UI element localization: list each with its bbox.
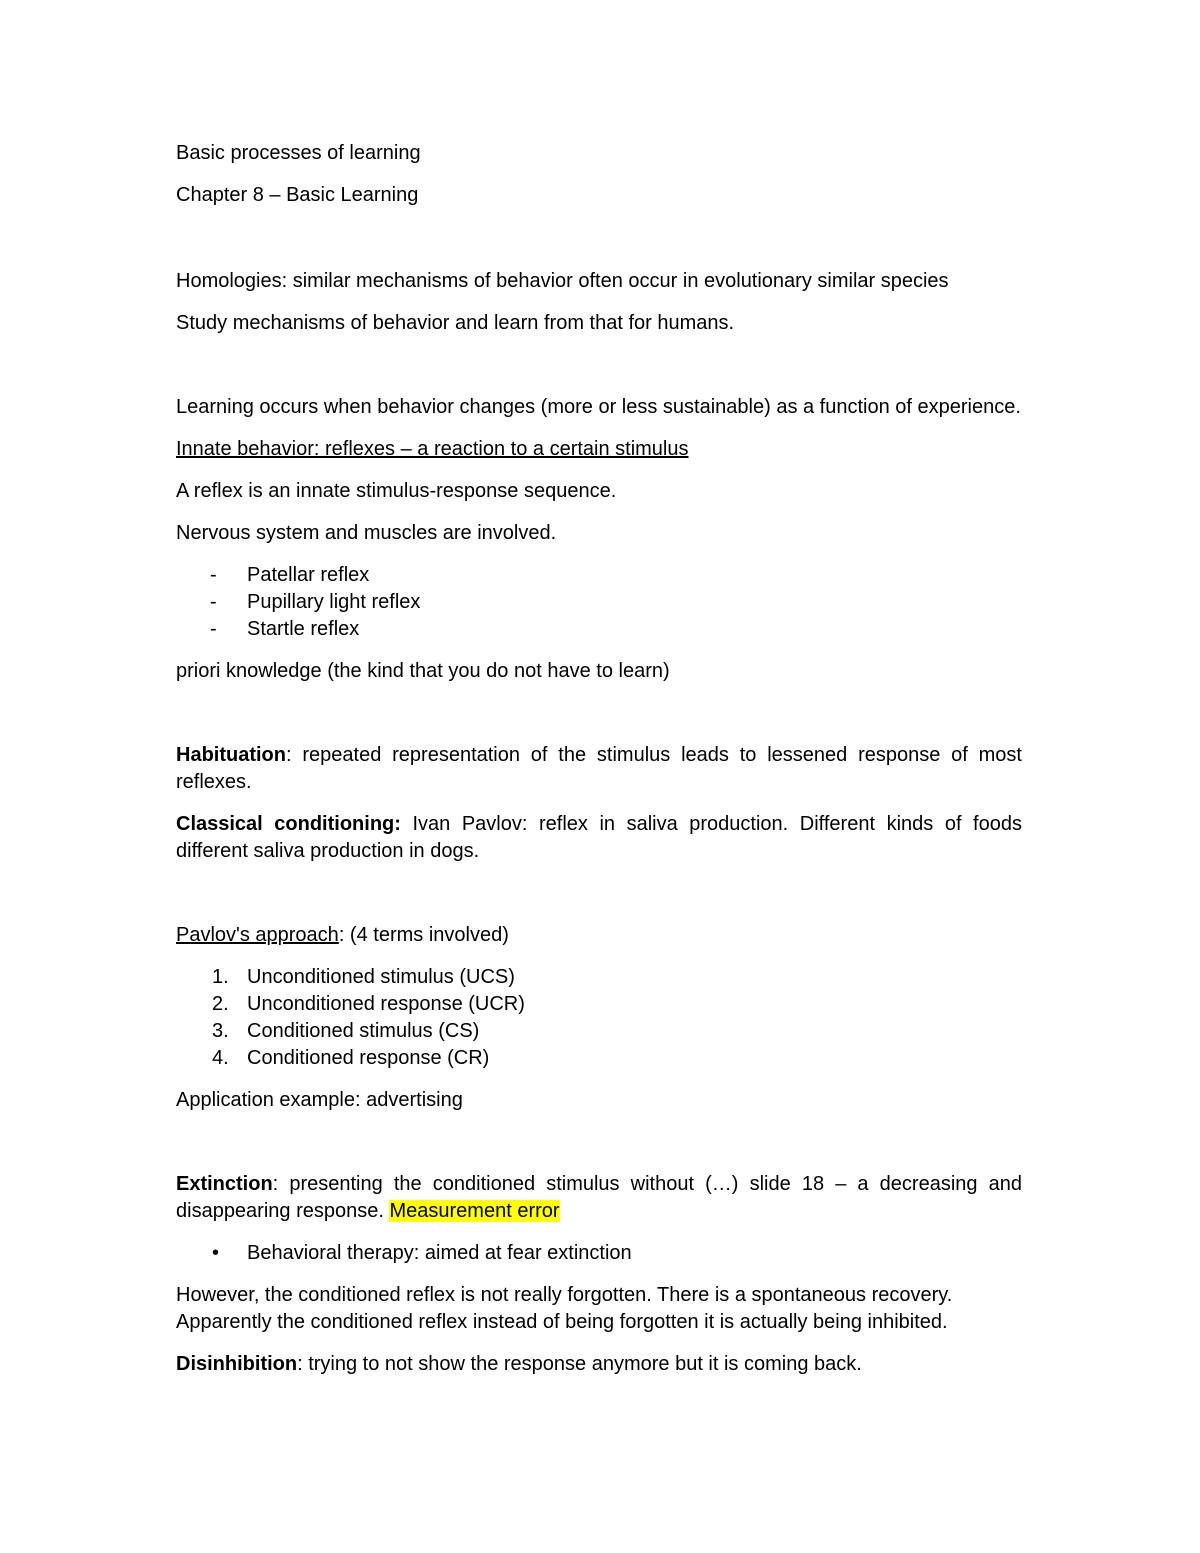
application-example: Application example: advertising <box>176 1089 463 1111</box>
dash-marker: - <box>210 618 217 640</box>
disinhibition-term: Disinhibition <box>176 1353 298 1375</box>
disinhibition-text: : trying to not show the response anymore but it is coming back. <box>297 1353 862 1375</box>
document-title: Basic processes of learning <box>176 142 421 164</box>
pavlov-approach-heading: Pavlov's approach <box>176 924 339 946</box>
dash-marker: - <box>210 591 217 613</box>
list-item <box>176 616 1022 643</box>
habituation-paragraph <box>176 742 1022 796</box>
list-item <box>176 562 1022 589</box>
list-item-text: Startle reflex <box>247 618 360 640</box>
document-page <box>176 140 1022 1378</box>
habituation-text: : repeated representation of the stimulus leads to lessened response of most reflexes. <box>176 744 1022 793</box>
list-item-text: Conditioned stimulus (CS) <box>247 1020 480 1042</box>
classical-conditioning-term: Classical conditioning: <box>176 813 401 835</box>
list-item <box>176 1018 1022 1045</box>
extinction-paragraph <box>176 1171 1022 1225</box>
list-number: 1. <box>212 966 229 988</box>
reflex-list <box>176 562 1022 643</box>
extinction-term: Extinction <box>176 1173 273 1195</box>
disinhibition-paragraph <box>176 1351 1022 1378</box>
study-paragraph: Study mechanisms of behavior and learn from that for humans. <box>176 312 735 334</box>
dash-marker: - <box>210 564 217 586</box>
reflex-definition: A reflex is an innate stimulus-response sequence. <box>176 480 617 502</box>
pavlov-approach-rest: : (4 terms involved) <box>338 924 509 946</box>
list-item-text: Behavioral therapy: aimed at fear extinction <box>247 1242 632 1264</box>
pavlov-approach-paragraph <box>176 922 1022 949</box>
classical-conditioning-text: Ivan Pavlov: reflex in saliva production. Different kinds of foods different saliva production in dogs. <box>176 813 1022 862</box>
list-item <box>176 1240 1022 1267</box>
therapy-list <box>176 1240 1022 1267</box>
chapter-heading: Chapter 8 – Basic Learning <box>176 184 419 206</box>
list-item <box>176 964 1022 991</box>
list-item-text: Unconditioned stimulus (UCS) <box>247 966 515 988</box>
list-number: 3. <box>212 1020 229 1042</box>
classical-conditioning-paragraph <box>176 811 1022 865</box>
list-item <box>176 589 1022 616</box>
innate-behavior-heading: Innate behavior: reflexes – a reaction to a certain stimulus <box>176 438 689 460</box>
pavlov-terms-list <box>176 964 1022 1072</box>
list-item-text: Unconditioned response (UCR) <box>247 993 525 1015</box>
list-item <box>176 1045 1022 1072</box>
list-number: 4. <box>212 1047 229 1069</box>
however-paragraph: However, the conditioned reflex is not really forgotten. There is a spontaneous recovery. Apparently the conditioned reflex instead of being forgotten it is actually being inhibited. <box>176 1284 953 1333</box>
measurement-error-highlight: Measurement error <box>389 1200 560 1222</box>
list-number: 2. <box>212 993 229 1015</box>
habituation-term: Habituation <box>176 744 286 766</box>
homologies-paragraph: Homologies: similar mechanisms of behavior often occur in evolutionary similar species <box>176 270 949 292</box>
list-item-text: Pupillary light reflex <box>247 591 421 613</box>
nervous-system-paragraph: Nervous system and muscles are involved. <box>176 522 557 544</box>
priori-knowledge-paragraph: priori knowledge (the kind that you do not have to learn) <box>176 660 670 682</box>
list-item-text: Conditioned response (CR) <box>247 1047 490 1069</box>
list-item-text: Patellar reflex <box>247 564 370 586</box>
extinction-text: : presenting the conditioned stimulus without (…) slide 18 – a decreasing and disappearing response. <box>176 1173 1022 1222</box>
learning-paragraph: Learning occurs when behavior changes (more or less sustainable) as a function of experience. <box>176 396 1021 418</box>
list-item <box>176 991 1022 1018</box>
bullet-marker: • <box>212 1242 220 1264</box>
